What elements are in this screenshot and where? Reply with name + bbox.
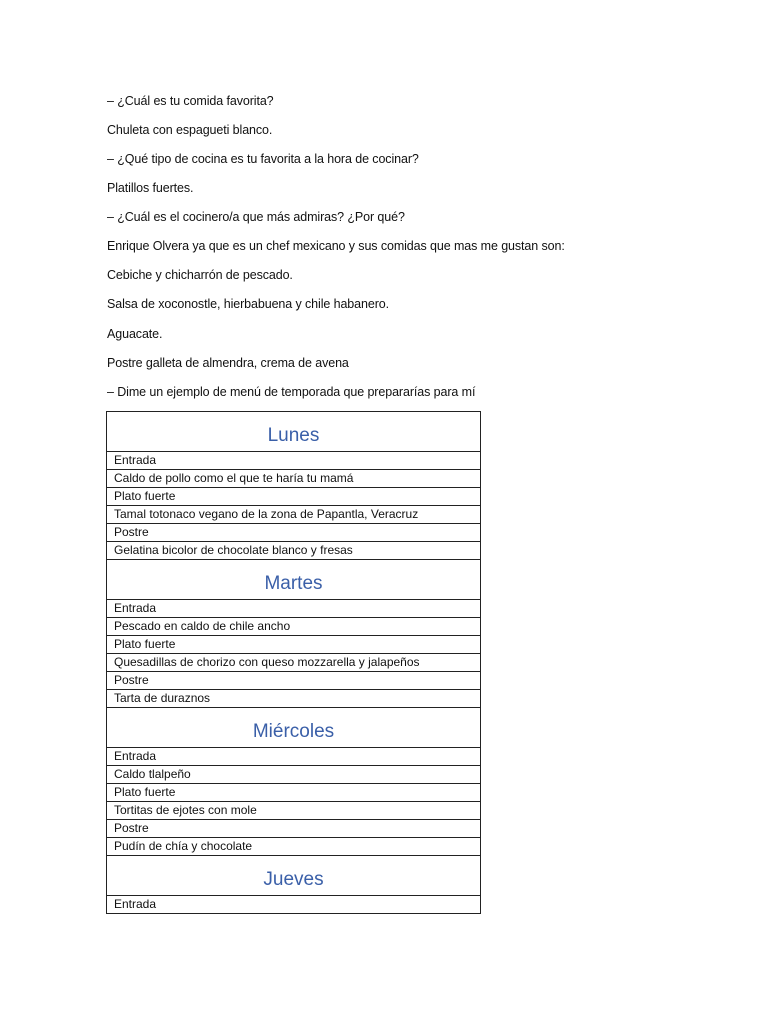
table-row	[107, 766, 481, 784]
table-row	[107, 748, 481, 766]
day-title-martes: Martes	[107, 560, 481, 600]
table-row	[107, 542, 481, 560]
answer-favorite-food: Chuleta con espagueti blanco.	[107, 123, 273, 137]
table-row	[107, 838, 481, 856]
answer-admired-chef: Enrique Olvera ya que es un chef mexicano y sus comidas que mas me gustan son:	[107, 239, 565, 253]
course-label: Plato fuerte	[107, 488, 481, 506]
course-label: Entrada	[107, 600, 481, 618]
day-title-miercoles: Miércoles	[107, 708, 481, 748]
answer-favorite-cuisine: Platillos fuertes.	[107, 181, 194, 195]
weekly-menu-table	[106, 411, 481, 914]
course-label: Plato fuerte	[107, 636, 481, 654]
dish-name: Quesadillas de chorizo con queso mozzarella y jalapeños	[107, 654, 481, 672]
table-row	[107, 690, 481, 708]
course-label: Entrada	[107, 896, 481, 914]
question-favorite-food: – ¿Cuál es tu comida favorita?	[107, 94, 274, 108]
course-label: Postre	[107, 672, 481, 690]
table-row	[107, 784, 481, 802]
dish-name: Tamal totonaco vegano de la zona de Papantla, Veracruz	[107, 506, 481, 524]
table-row	[107, 470, 481, 488]
table-row	[107, 672, 481, 690]
table-row	[107, 802, 481, 820]
dish-item-salsa: Salsa de xoconostle, hierbabuena y chile habanero.	[107, 297, 390, 311]
course-label: Entrada	[107, 748, 481, 766]
dish-name: Pudín de chía y chocolate	[107, 838, 481, 856]
table-row	[107, 488, 481, 506]
table-row	[107, 452, 481, 470]
day-header-row	[107, 560, 481, 600]
dish-item-cebiche: Cebiche y chicharrón de pescado.	[107, 268, 293, 282]
table-row	[107, 618, 481, 636]
day-title-jueves: Jueves	[107, 856, 481, 896]
table-row	[107, 636, 481, 654]
day-header-row	[107, 856, 481, 896]
course-label: Postre	[107, 820, 481, 838]
table-row	[107, 896, 481, 914]
day-title-lunes: Lunes	[107, 412, 481, 452]
question-admired-chef: – ¿Cuál es el cocinero/a que más admiras? ¿Por qué?	[107, 210, 405, 224]
question-favorite-cuisine: – ¿Qué tipo de cocina es tu favorita a la hora de cocinar?	[107, 152, 419, 166]
dish-name: Pescado en caldo de chile ancho	[107, 618, 481, 636]
course-label: Plato fuerte	[107, 784, 481, 802]
table-row	[107, 820, 481, 838]
dish-name: Caldo de pollo como el que te haría tu mamá	[107, 470, 481, 488]
dish-name: Gelatina bicolor de chocolate blanco y fresas	[107, 542, 481, 560]
dish-name: Tarta de duraznos	[107, 690, 481, 708]
day-header-row	[107, 708, 481, 748]
dish-name: Caldo tlalpeño	[107, 766, 481, 784]
table-row	[107, 524, 481, 542]
question-seasonal-menu: – Dime un ejemplo de menú de temporada que prepararías para mí	[107, 385, 476, 399]
table-row	[107, 654, 481, 672]
course-label: Entrada	[107, 452, 481, 470]
table-row	[107, 600, 481, 618]
table-row	[107, 506, 481, 524]
day-header-row	[107, 412, 481, 452]
dish-name: Tortitas de ejotes con mole	[107, 802, 481, 820]
dish-item-postre: Postre galleta de almendra, crema de avena	[107, 356, 349, 370]
dish-item-aguacate: Aguacate.	[107, 327, 163, 341]
course-label: Postre	[107, 524, 481, 542]
